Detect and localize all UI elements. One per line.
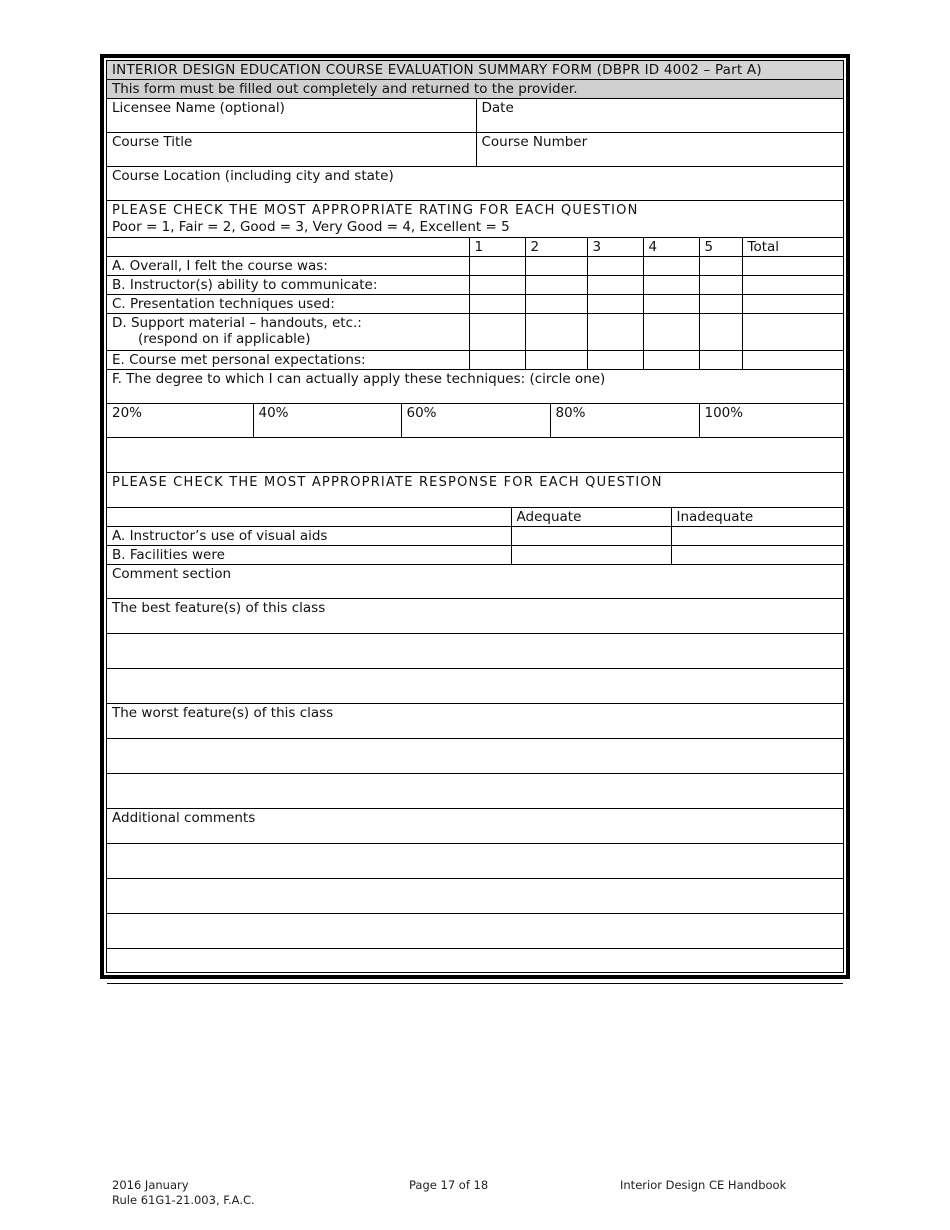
date-field[interactable]: [476, 99, 843, 133]
question-d-note: (respond on if applicable): [138, 331, 311, 347]
footer-handbook-title: Interior Design CE Handbook: [620, 1178, 787, 1192]
best-feature-line[interactable]: [107, 634, 843, 669]
additional-comments-label: Additional comments: [107, 809, 843, 844]
comment-section-label: Comment section: [107, 565, 843, 599]
rating-cell[interactable]: [587, 276, 643, 295]
footer-left: [112, 1178, 255, 1208]
rating-cell[interactable]: [699, 276, 742, 295]
form-header-table: [107, 61, 843, 99]
rating-cell[interactable]: [699, 314, 742, 351]
licensee-name-label: Licensee Name (optional): [112, 100, 285, 116]
worst-feature-line[interactable]: [107, 739, 843, 774]
question-d-label: D. Support material – handouts, etc.:: [112, 315, 362, 331]
adequate-cell[interactable]: [511, 546, 671, 565]
rating-row-a: [107, 257, 843, 276]
rating-cell[interactable]: [699, 351, 742, 370]
response-header-row: [107, 508, 843, 527]
rating-col-1: 1: [469, 238, 525, 257]
additional-comments-line[interactable]: [107, 879, 843, 914]
date-label: Date: [481, 100, 514, 116]
rating-instructions: [107, 201, 843, 238]
rating-cell[interactable]: [525, 314, 587, 351]
rating-col-4: 4: [643, 238, 699, 257]
course-number-label: Course Number: [481, 134, 588, 150]
total-cell[interactable]: [742, 314, 843, 351]
total-cell[interactable]: [742, 295, 843, 314]
course-title-label: Course Title: [112, 134, 193, 150]
additional-comments-line[interactable]: [107, 914, 843, 949]
evaluation-form: [106, 60, 844, 973]
question-c: C. Presentation techniques used:: [107, 295, 469, 314]
response-col-adequate: Adequate: [511, 508, 671, 527]
rating-cell[interactable]: [469, 351, 525, 370]
best-feature-line[interactable]: [107, 669, 843, 704]
footer-page-number: Page 17 of 18: [409, 1178, 489, 1192]
course-number-field[interactable]: [476, 133, 843, 167]
response-table: [107, 508, 843, 565]
total-cell[interactable]: [742, 257, 843, 276]
rating-row-d: [107, 314, 843, 351]
question-a: A. Overall, I felt the course was:: [107, 257, 469, 276]
course-title-field[interactable]: [107, 133, 476, 167]
worst-feature-label: The worst feature(s) of this class: [107, 704, 843, 739]
rating-row-b: [107, 276, 843, 295]
rating-scale: Poor = 1, Fair = 2, Good = 3, Very Good = 4, Excellent = 5: [112, 219, 510, 235]
form-instructions: This form must be filled out completely and returned to the provider.: [107, 80, 843, 99]
rating-cell[interactable]: [469, 295, 525, 314]
rating-cell[interactable]: [469, 257, 525, 276]
total-cell[interactable]: [742, 276, 843, 295]
question-f: F. The degree to which I can actually apply these techniques: (circle one): [107, 370, 843, 404]
rating-cell[interactable]: [643, 295, 699, 314]
blank-row: [107, 438, 843, 473]
response-heading: [107, 473, 843, 508]
rating-cell[interactable]: [587, 351, 643, 370]
adequate-cell[interactable]: [511, 527, 671, 546]
rating-cell[interactable]: [699, 295, 742, 314]
course-location-field[interactable]: [107, 167, 843, 201]
question-d: [107, 314, 469, 351]
licensee-name-field[interactable]: [107, 99, 476, 133]
percent-options-table: [107, 404, 843, 508]
rating-row-e: [107, 351, 843, 370]
response-row-b: [107, 546, 843, 565]
percent-option-100[interactable]: 100%: [699, 404, 843, 438]
additional-comments-line[interactable]: [107, 949, 843, 984]
rating-cell[interactable]: [469, 314, 525, 351]
rating-cell[interactable]: [469, 276, 525, 295]
response-col-inadequate: Inadequate: [671, 508, 843, 527]
rating-col-3: 3: [587, 238, 643, 257]
inadequate-cell[interactable]: [671, 527, 843, 546]
response-row-a: [107, 527, 843, 546]
rating-header-blank: [107, 238, 469, 257]
footer-date: 2016 January: [112, 1178, 189, 1192]
rating-header-row: [107, 238, 843, 257]
rating-cell[interactable]: [525, 295, 587, 314]
course-location-label: Course Location (including city and state): [112, 168, 394, 184]
question-e: E. Course met personal expectations:: [107, 351, 469, 370]
additional-comments-line[interactable]: [107, 844, 843, 879]
rating-cell[interactable]: [525, 351, 587, 370]
footer-rule: Rule 61G1-21.003, F.A.C.: [112, 1193, 255, 1207]
percent-option-20[interactable]: 20%: [107, 404, 253, 438]
rating-table: [107, 238, 843, 404]
rating-row-c: [107, 295, 843, 314]
best-feature-label: The best feature(s) of this class: [107, 599, 843, 634]
response-question-a: A. Instructor’s use of visual aids: [107, 527, 511, 546]
rating-cell[interactable]: [643, 257, 699, 276]
rating-cell[interactable]: [525, 257, 587, 276]
percent-option-60[interactable]: 60%: [401, 404, 550, 438]
percent-option-40[interactable]: 40%: [253, 404, 401, 438]
evaluation-form-frame: [100, 54, 850, 979]
response-question-b: B. Facilities were: [107, 546, 511, 565]
response-heading-text: PLEASE CHECK THE MOST APPROPRIATE RESPONSE FOR EACH QUESTION: [112, 475, 663, 490]
rating-cell[interactable]: [643, 276, 699, 295]
rating-cell[interactable]: [699, 257, 742, 276]
comments-table: [107, 565, 843, 984]
worst-feature-line[interactable]: [107, 774, 843, 809]
response-header-blank: [107, 508, 511, 527]
percent-option-80[interactable]: 80%: [550, 404, 699, 438]
rating-cell[interactable]: [525, 276, 587, 295]
rating-cell[interactable]: [587, 314, 643, 351]
rating-col-5: 5: [699, 238, 742, 257]
form-title: INTERIOR DESIGN EDUCATION COURSE EVALUATION SUMMARY FORM (DBPR ID 4002 – Part A): [107, 61, 843, 80]
total-cell[interactable]: [742, 351, 843, 370]
question-b: B. Instructor(s) ability to communicate:: [107, 276, 469, 295]
identification-table: [107, 99, 843, 238]
rating-cell[interactable]: [587, 295, 643, 314]
rating-cell[interactable]: [643, 314, 699, 351]
rating-col-2: 2: [525, 238, 587, 257]
rating-heading: PLEASE CHECK THE MOST APPROPRIATE RATING FOR EACH QUESTION: [112, 203, 639, 218]
inadequate-cell[interactable]: [671, 546, 843, 565]
rating-cell[interactable]: [643, 351, 699, 370]
rating-col-total: Total: [742, 238, 843, 257]
rating-cell[interactable]: [587, 257, 643, 276]
